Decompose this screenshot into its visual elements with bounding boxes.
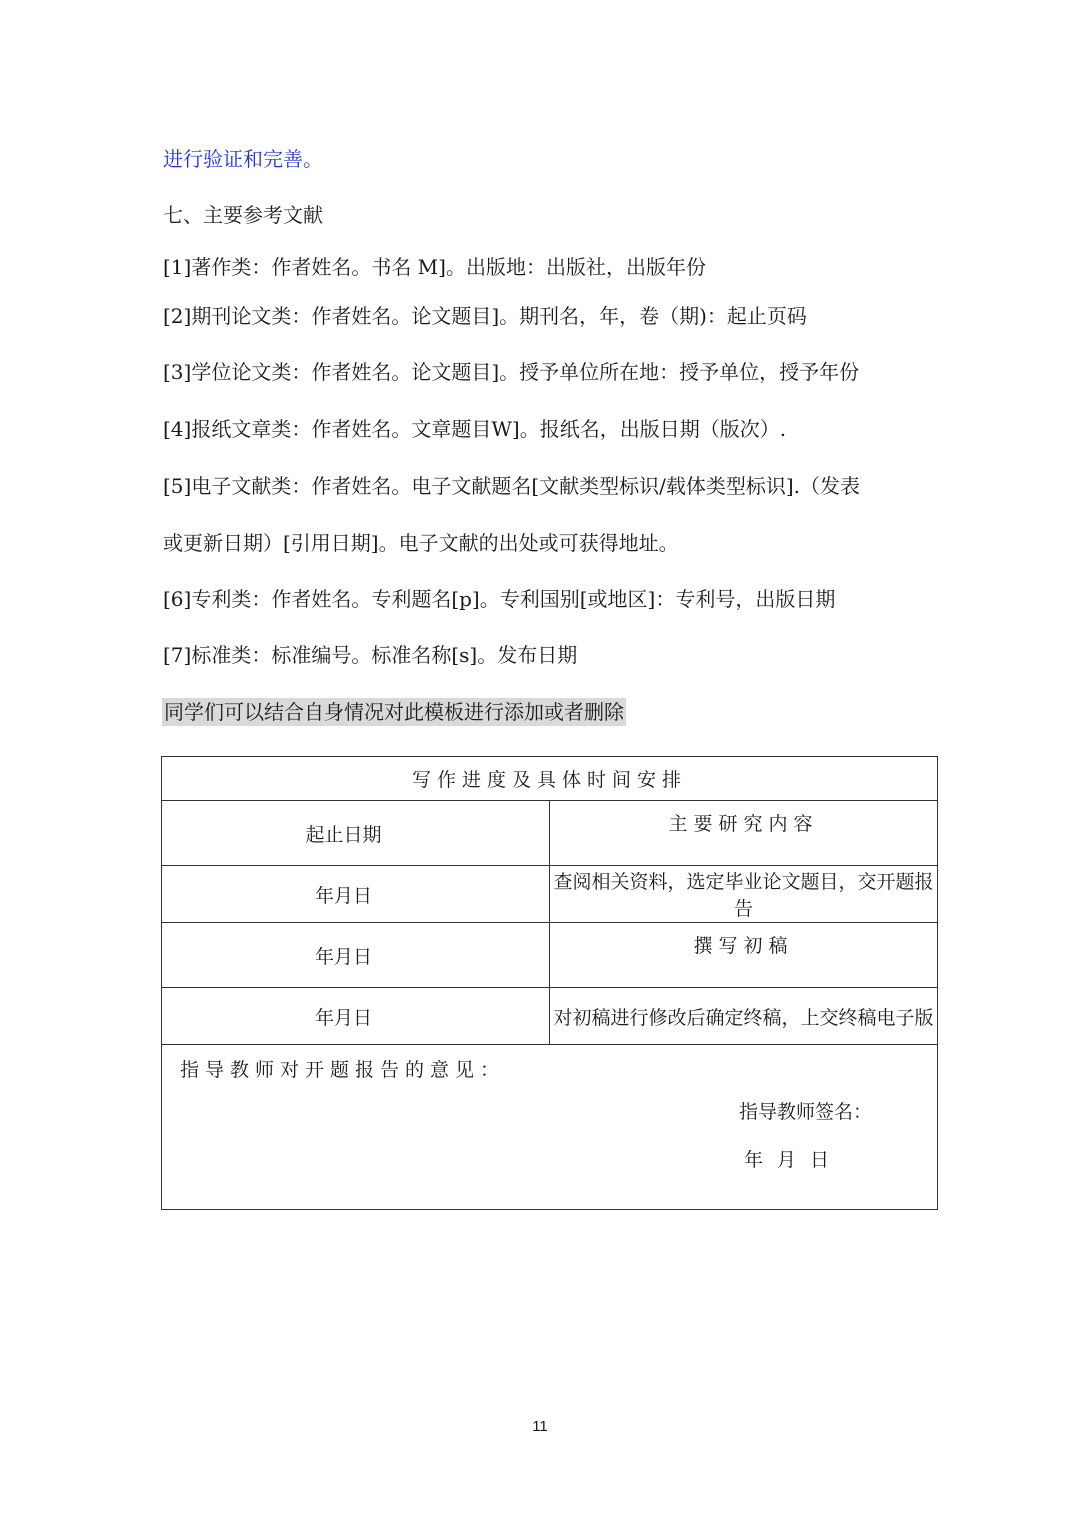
header-date: 起止日期 bbox=[162, 801, 550, 866]
table-row bbox=[162, 866, 938, 923]
intro-tail-text: 进行验证和完善。 bbox=[163, 147, 323, 171]
schedule-title-row bbox=[162, 757, 938, 801]
signature-label: 指导教师签名： bbox=[739, 1101, 873, 1123]
row-date: 年月日 bbox=[162, 923, 550, 988]
reference-item: [1]著作类：作者姓名。书名 M]。出版地：出版社，出版年份 bbox=[163, 255, 706, 279]
row-date: 年月日 bbox=[162, 988, 550, 1045]
section-heading: 七、主要参考文献 bbox=[163, 203, 323, 227]
row-date: 年月日 bbox=[162, 866, 550, 923]
date-month: 月 bbox=[777, 1149, 797, 1171]
row-content: 对初稿进行修改后确定终稿，上交终稿电子版 bbox=[550, 988, 938, 1045]
reference-item: [4]报纸文章类：作者姓名。文章题目W]。报纸名，出版日期（版次）. bbox=[163, 417, 787, 441]
signature-date bbox=[744, 1145, 843, 1172]
page-number: 11 bbox=[532, 1418, 548, 1435]
table-row bbox=[162, 988, 938, 1045]
opinion-row bbox=[162, 1045, 938, 1210]
opinion-cell bbox=[162, 1045, 938, 1210]
schedule-title: 写作进度及具体时间安排 bbox=[162, 757, 938, 801]
reference-item: [3]学位论文类：作者姓名。论文题目]。授予单位所在地：授予单位，授予年份 bbox=[163, 360, 860, 384]
template-note-highlight: 同学们可以结合自身情况对此模板进行添加或者删除 bbox=[164, 700, 624, 724]
reference-item: [6]专利类：作者姓名。专利题名[p]。专利国别[或地区]：专利号，出版日期 bbox=[163, 587, 836, 611]
row-content: 撰写初稿 bbox=[550, 923, 938, 988]
table-row bbox=[162, 923, 938, 988]
reference-item: [7]标准类：标准编号。标准名称[s]。发布日期 bbox=[163, 643, 578, 667]
opinion-label: 指导教师对开题报告的意见： bbox=[180, 1059, 506, 1081]
schedule-table bbox=[161, 756, 938, 1210]
schedule-header-row bbox=[162, 801, 938, 866]
reference-item-continued: 或更新日期）[引用日期]。电子文献的出处或可获得地址。 bbox=[163, 531, 679, 555]
header-content: 主要研究内容 bbox=[550, 801, 938, 866]
reference-item: [5]电子文献类：作者姓名。电子文献题名[文献类型标识/载体类型标识].（发表 bbox=[163, 474, 861, 498]
date-day: 日 bbox=[810, 1149, 830, 1171]
date-year: 年 bbox=[744, 1149, 764, 1171]
reference-item: [2]期刊论文类：作者姓名。论文题目]。期刊名，年，卷（期)：起止页码 bbox=[163, 304, 807, 328]
row-content: 查阅相关资料，选定毕业论文题目，交开题报告 bbox=[550, 866, 938, 923]
